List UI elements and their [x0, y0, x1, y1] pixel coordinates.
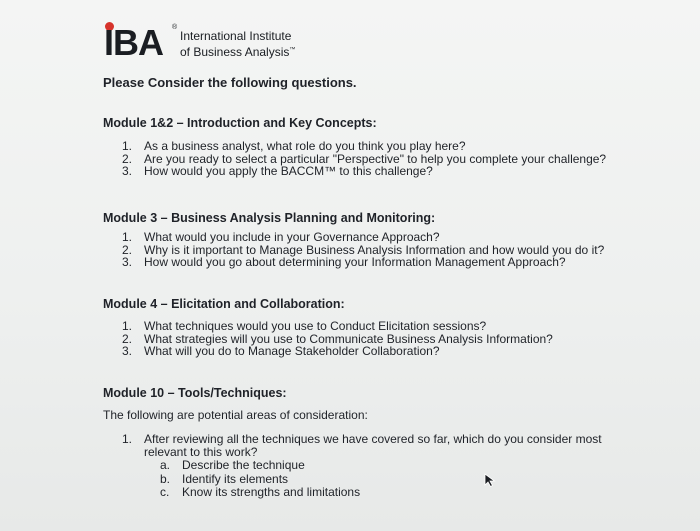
item-text: Identify its elements: [182, 471, 289, 486]
list-item: [122, 140, 606, 153]
module-10-intro: The following are potential areas of consideration:: [103, 408, 368, 422]
mouse-pointer-icon: [484, 473, 496, 487]
item-text: What would you include in your Governance Approach?: [144, 230, 440, 244]
item-text: Describe the technique: [182, 458, 305, 472]
item-letter: c.: [160, 485, 170, 499]
item-number: 1.: [122, 432, 133, 446]
item-text: After reviewing all the techniques we have covered so far, which do you consider most relevant to this work?: [144, 432, 602, 459]
item-number: 1.: [122, 319, 133, 333]
item-number: 2.: [122, 242, 133, 257]
item-text: Are you ready to select a particular "Perspective" to help you complete your challenge?: [144, 151, 607, 166]
item-text: As a business analyst, what role do you think you play here?: [144, 139, 466, 153]
module-3-heading: Module 3 – Business Analysis Planning and Monitoring:: [103, 211, 436, 225]
item-text: Know its strengths and limitations: [182, 485, 361, 499]
list-item: [122, 345, 553, 358]
item-number: 1.: [122, 139, 133, 153]
module-1-2-heading: Module 1&2 – Introduction and Key Concepts:: [103, 116, 377, 130]
item-number: 1.: [122, 230, 133, 244]
item-text: How would you go about determining your Information Management Approach?: [144, 255, 566, 269]
module-4-heading: Module 4 – Elicitation and Collaboration:: [103, 297, 345, 311]
list-item: [122, 165, 606, 178]
logo-registered-mark: ®: [172, 24, 178, 31]
logo-line-1: International Institute: [180, 29, 292, 43]
module-4-questions: [122, 320, 553, 358]
item-text: Why is it important to Manage Business Analysis Information and how would you do it?: [144, 242, 605, 257]
item-number: 2.: [122, 151, 133, 166]
logo-wordmark: [180, 29, 295, 59]
list-item: [160, 473, 360, 487]
item-text: What strategies will you use to Communicate Business Analysis Information?: [144, 331, 553, 346]
item-letter: b.: [160, 471, 171, 486]
logo-mark: IBA: [104, 22, 163, 63]
logo-line-2-wrap: [180, 43, 295, 59]
list-item: [122, 256, 604, 269]
module-3-questions: [122, 231, 604, 269]
module-10-heading: Module 10 – Tools/Techniques:: [103, 386, 287, 400]
item-number: 2.: [122, 331, 133, 346]
module-10-questions: [122, 433, 612, 458]
intro-text: Please Consider the following questions.: [103, 75, 357, 90]
item-number: 3.: [122, 164, 133, 178]
list-item: [122, 433, 612, 458]
logo-line-2-tm: ™: [289, 47, 296, 53]
module-10-subitems: [160, 459, 360, 500]
item-text: How would you apply the BACCM™ to this challenge?: [144, 164, 433, 178]
list-item: [122, 320, 553, 333]
list-item: [160, 459, 360, 473]
item-number: 3.: [122, 255, 133, 269]
item-number: 3.: [122, 344, 133, 358]
logo-line-2: of Business Analysis: [180, 45, 290, 59]
list-item: [122, 231, 604, 244]
list-item: [160, 486, 360, 500]
item-letter: a.: [160, 458, 171, 472]
item-text: What techniques would you use to Conduct Elicitation sessions?: [144, 319, 487, 333]
module-1-2-questions: [122, 140, 606, 178]
item-text: What will you do to Manage Stakeholder Collaboration?: [144, 344, 440, 358]
